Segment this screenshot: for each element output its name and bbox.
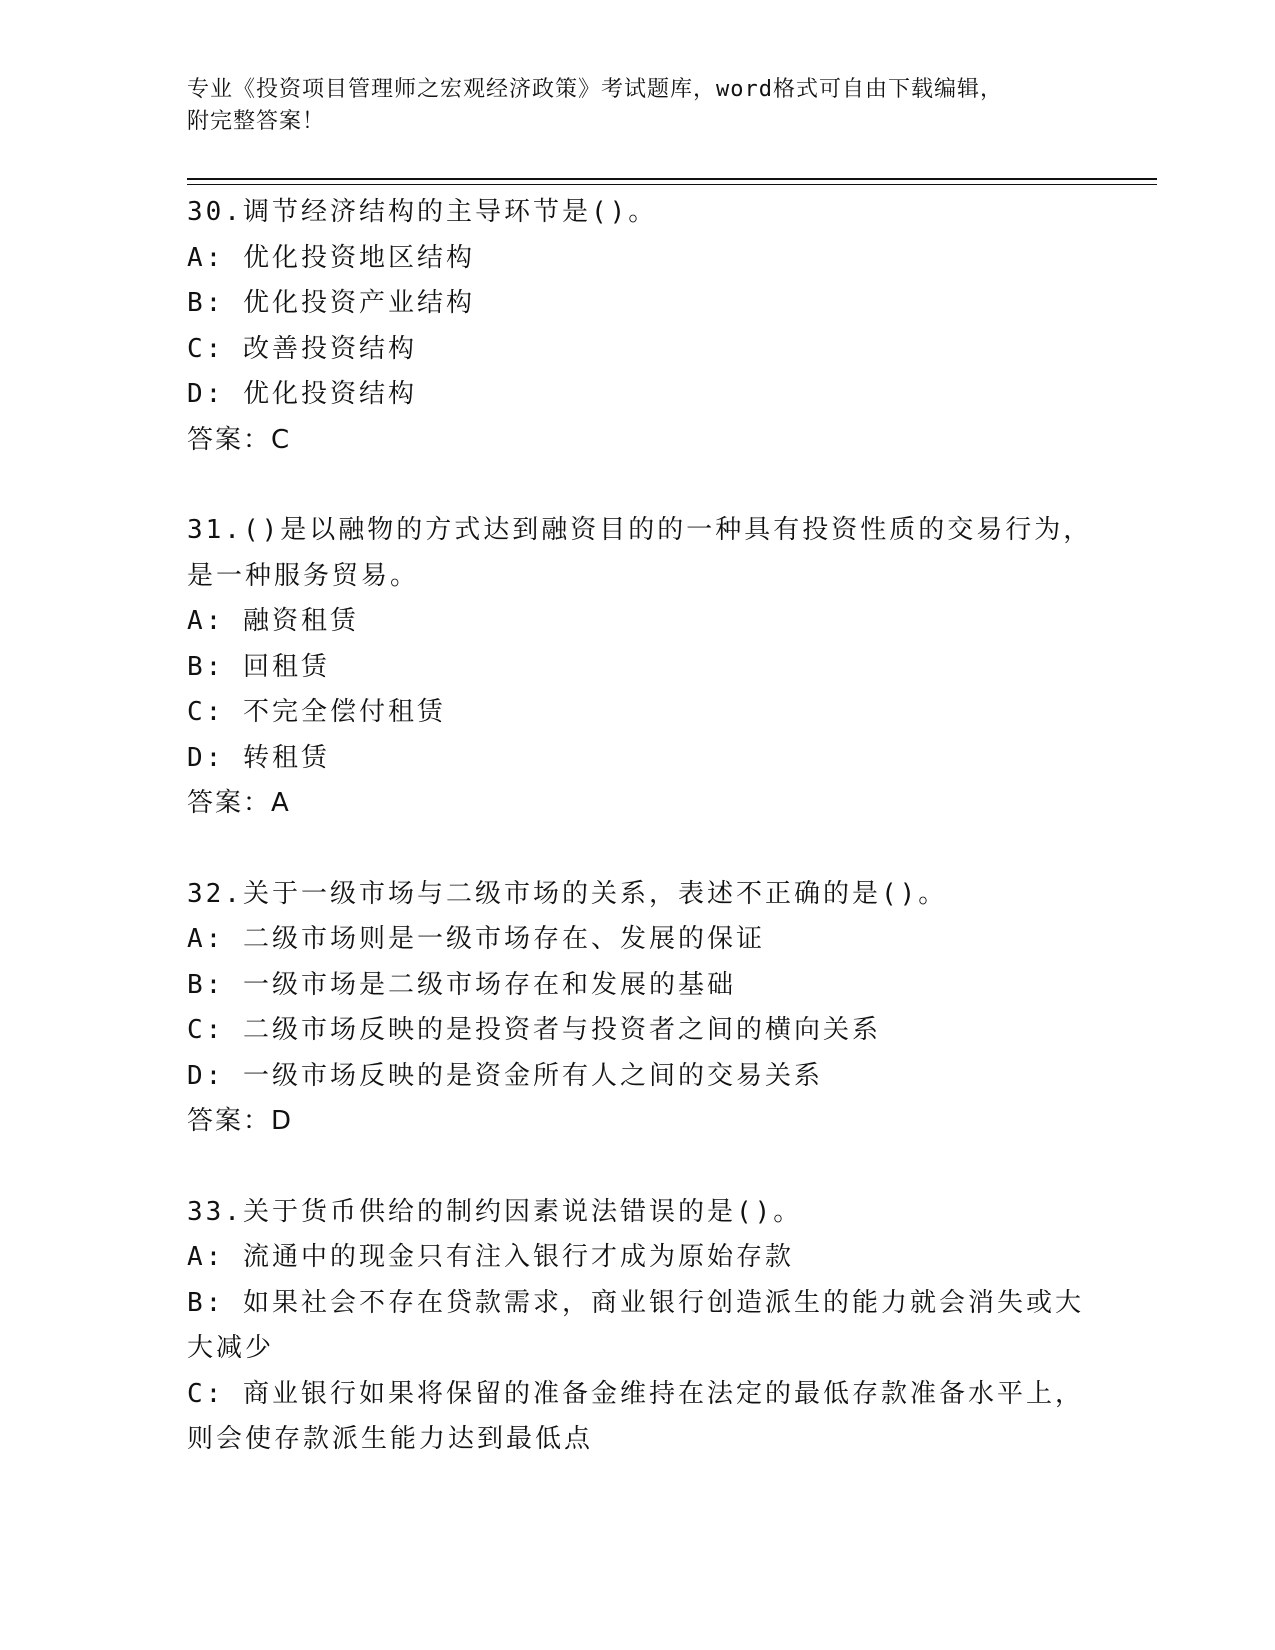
question-32 (187, 872, 1087, 1145)
question-30 (187, 190, 1087, 463)
option-b: B: 如果社会不存在贷款需求，商业银行创造派生的能力就会消失或大 (187, 1287, 1084, 1318)
question-list (187, 190, 1093, 1508)
header-line-2: 附完整答案！ (187, 109, 326, 134)
option-d: D: 转租赁 (187, 742, 330, 773)
header-divider-thin (187, 184, 1157, 185)
question-stem: 31.()是以融物的方式达到融资目的的一种具有投资性质的交易行为， (187, 515, 1093, 545)
question-stem: 30.调节经济结构的主导环节是()。 (187, 197, 658, 227)
option-a: A: 二级市场则是一级市场存在、发展的保证 (187, 924, 765, 954)
question-stem-continued: 是一种服务贸易。 (187, 560, 420, 591)
option-a: A: 流通中的现金只有注入银行才成为原始存款 (187, 1242, 794, 1272)
option-a: A: 优化投资地区结构 (187, 242, 475, 273)
document-header (187, 74, 1087, 138)
option-b: B: 一级市场是二级市场存在和发展的基础 (187, 969, 736, 1000)
option-c: C: 商业银行如果将保留的准备金维持在法定的最低存款准备水平上， (187, 1378, 1084, 1409)
answer-line: 答案：D (187, 1106, 294, 1136)
option-a: A: 融资租赁 (187, 606, 359, 636)
question-31 (187, 508, 1093, 827)
option-b: B: 回租赁 (187, 651, 330, 682)
option-d: D: 一级市场反映的是资金所有人之间的交易关系 (187, 1060, 823, 1091)
header-line-1: 专业《投资项目管理师之宏观经济政策》考试题库，word格式可自由下载编辑， (187, 77, 1003, 102)
option-c: C: 改善投资结构 (187, 333, 417, 364)
question-stem: 32.关于一级市场与二级市场的关系，表述不正确的是()。 (187, 878, 948, 909)
question-stem: 33.关于货币供给的制约因素说法错误的是()。 (187, 1196, 803, 1227)
option-d: D: 优化投资结构 (187, 379, 417, 409)
option-c-continued: 则会使存款派生能力达到最低点 (187, 1424, 594, 1454)
answer-line: 答案：C (187, 424, 292, 455)
header-divider-thick (187, 178, 1157, 180)
option-c: C: 不完全偿付租赁 (187, 697, 446, 727)
option-b: B: 优化投资产业结构 (187, 288, 475, 318)
question-33 (187, 1190, 1087, 1463)
option-c: C: 二级市场反映的是投资者与投资者之间的横向关系 (187, 1015, 881, 1045)
answer-line: 答案：A (187, 788, 291, 818)
option-b-continued: 大减少 (187, 1333, 275, 1363)
